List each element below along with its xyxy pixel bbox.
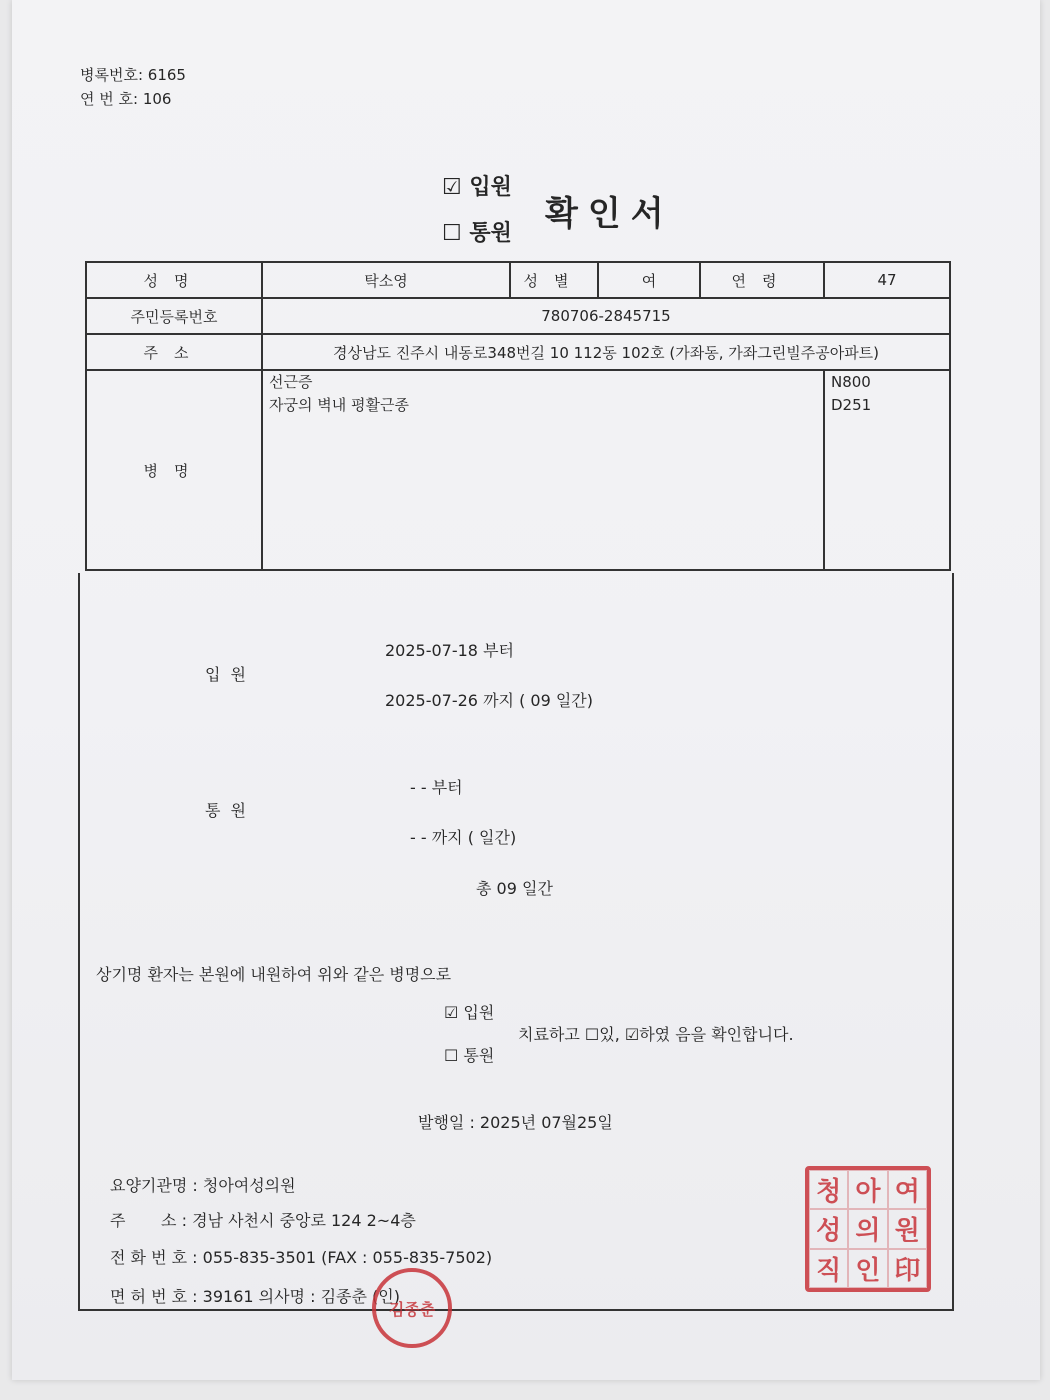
name-label: 성명	[86, 262, 262, 298]
patient-rrn: 780706-2845715	[262, 298, 950, 334]
diagnosis-codes	[824, 370, 950, 570]
diagnosis-label: 병명	[86, 370, 262, 570]
statement-line1: 상기명 환자는 본원에 내원하여 위와 같은 병명으로	[96, 965, 452, 984]
address-label: 주소	[86, 334, 262, 370]
statement-outpatient-check: ☐ 통원	[444, 1046, 495, 1065]
outpatient-from: - - 부터	[410, 778, 463, 797]
doctor-license: 면 허 번 호 : 39161 의사명 : 김종춘 (인)	[110, 1287, 400, 1306]
clinic-seal-stamp: 청 아 여 성 의 원 직 인 印	[805, 1166, 931, 1292]
patient-address: 경상남도 진주시 내동로348번길 10 112동 102호 (가좌동, 가좌그린빌주공아파트)	[262, 334, 950, 370]
diagnosis-name: 선근증	[269, 373, 313, 391]
sex-label: 성별	[510, 262, 598, 298]
institution-name: 요양기관명 : 청아여성의원	[110, 1176, 296, 1195]
outpatient-to: - - 까지 ( 일간)	[410, 828, 517, 847]
outpatient-label: 통원	[205, 801, 256, 820]
diagnosis-code: D251	[831, 396, 872, 414]
patient-age: 47	[824, 262, 950, 298]
statement-line2: 치료하고 ☐있, ☑하였 음을 확인합니다.	[518, 1025, 794, 1044]
age-label: 연령	[700, 262, 824, 298]
diagnosis-names	[262, 370, 824, 570]
statement-inpatient-check: ☑ 입원	[444, 1003, 495, 1022]
document-title: 확인서	[545, 194, 674, 234]
patient-info-table	[85, 261, 951, 571]
record-number: 병록번호: 6165	[80, 66, 186, 84]
inpatient-label: 입원	[205, 665, 256, 684]
rrn-label: 주민등록번호	[86, 298, 262, 334]
patient-sex: 여	[598, 262, 700, 298]
institution-address: 주 소 : 경남 사천시 중앙로 124 2~4층	[110, 1211, 416, 1230]
title-inpatient-check: ☑ 입원	[442, 175, 512, 200]
inpatient-from: 2025-07-18 부터	[385, 641, 514, 660]
institution-phone: 전 화 번 호 : 055-835-3501 (FAX : 055-835-7502)	[110, 1248, 493, 1267]
title-outpatient-check: ☐ 통원	[442, 221, 512, 246]
issue-date: 발행일 : 2025년 07월25일	[418, 1113, 613, 1132]
serial-number: 연 번 호: 106	[80, 90, 172, 108]
doctor-seal-stamp: 김종춘	[372, 1268, 452, 1348]
inpatient-to: 2025-07-26 까지 ( 09 일간)	[385, 691, 593, 710]
total-days: 총 09 일간	[476, 879, 553, 898]
patient-name: 탁소영	[262, 262, 510, 298]
diagnosis-code: N800	[831, 373, 871, 391]
diagnosis-name: 자궁의 벽내 평활근종	[269, 396, 409, 414]
